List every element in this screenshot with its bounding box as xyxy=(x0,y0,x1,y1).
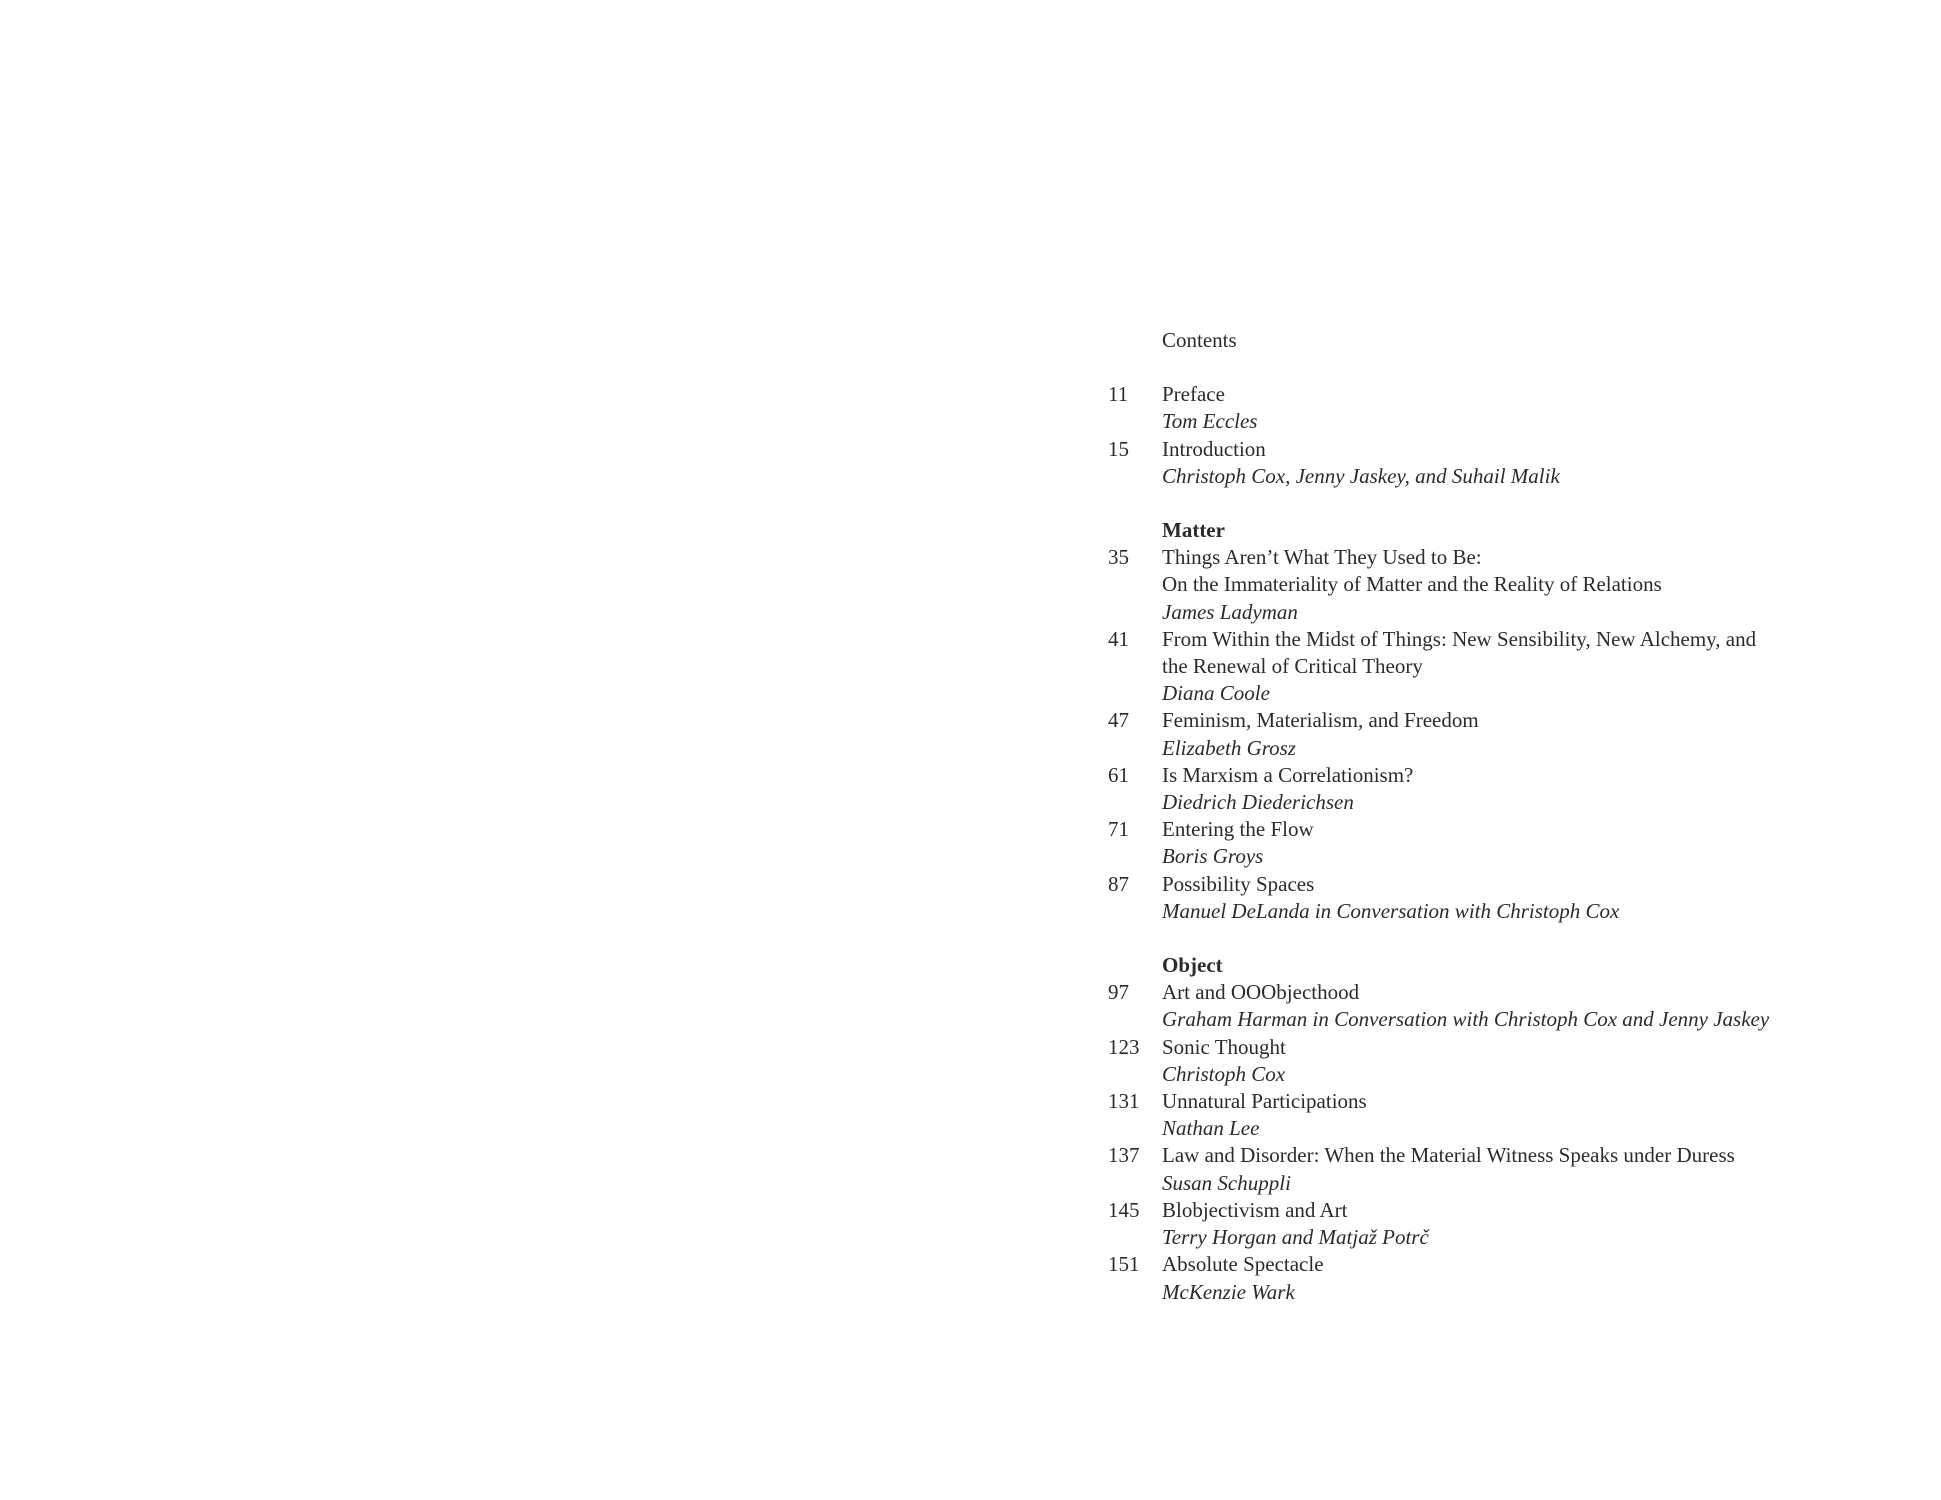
entry-title: Absolute Spectacle xyxy=(1162,1252,1324,1277)
toc-entry xyxy=(1108,1142,1908,1196)
entry-body xyxy=(1162,979,1862,1033)
entry-author: Graham Harman in Conversation with Christoph Cox and Jenny Jaskey xyxy=(1162,1007,1770,1032)
entry-author: Manuel DeLanda in Conversation with Christoph Cox xyxy=(1162,898,1620,923)
table-of-contents xyxy=(1108,327,1908,1306)
toc-entry xyxy=(1108,762,1908,816)
page-number: 11 xyxy=(1108,382,1129,407)
entry-body xyxy=(1162,707,1862,761)
page-number: 123 xyxy=(1108,1034,1140,1059)
toc-entry xyxy=(1108,1088,1908,1142)
entry-title-continued: On the Immateriality of Matter and the Reality of Relations xyxy=(1162,572,1662,597)
entry-author: Boris Groys xyxy=(1162,844,1264,869)
entry-body xyxy=(1162,381,1862,435)
section-entries-object xyxy=(1108,979,1908,1305)
page-title: Contents xyxy=(1162,328,1237,352)
intro-entries xyxy=(1108,381,1908,490)
toc-entry xyxy=(1108,626,1908,708)
entry-body xyxy=(1162,1197,1862,1251)
page-number: 97 xyxy=(1108,980,1129,1005)
page-number: 41 xyxy=(1108,626,1129,651)
entry-author: Christoph Cox xyxy=(1162,1061,1286,1086)
entry-title-continued: the Renewal of Critical Theory xyxy=(1162,654,1423,679)
entry-body xyxy=(1162,1251,1862,1305)
entry-title: Is Marxism a Correlationism? xyxy=(1162,762,1414,787)
toc-entry xyxy=(1108,707,1908,761)
entry-body xyxy=(1162,626,1862,708)
page-number: 15 xyxy=(1108,436,1129,461)
entry-title: Unnatural Participations xyxy=(1162,1089,1367,1114)
toc-entry xyxy=(1108,1197,1908,1251)
toc-entry xyxy=(1108,544,1908,626)
toc-entry xyxy=(1108,436,1908,490)
toc-entry xyxy=(1108,1034,1908,1088)
entry-body xyxy=(1162,544,1862,626)
entry-body xyxy=(1162,762,1862,816)
entry-title: Law and Disorder: When the Material Witness Speaks under Duress xyxy=(1162,1143,1735,1168)
section-heading-matter: Matter xyxy=(1162,518,1225,543)
entry-title: Possibility Spaces xyxy=(1162,871,1315,896)
entry-author: Nathan Lee xyxy=(1162,1116,1260,1141)
entry-body xyxy=(1162,816,1862,870)
entry-author: Susan Schuppli xyxy=(1162,1170,1291,1195)
page-number: 151 xyxy=(1108,1252,1140,1277)
entry-author: Terry Horgan and Matjaž Potrč xyxy=(1162,1225,1429,1250)
entry-title: Things Aren’t What They Used to Be: xyxy=(1162,545,1482,570)
page-number: 87 xyxy=(1108,871,1129,896)
entry-author: Diedrich Diederichsen xyxy=(1162,790,1354,815)
entry-author: McKenzie Wark xyxy=(1162,1279,1295,1304)
toc-entry xyxy=(1108,816,1908,870)
section-entries-matter xyxy=(1108,544,1908,925)
toc-entry xyxy=(1108,871,1908,925)
entry-title: Blobjectivism and Art xyxy=(1162,1197,1348,1222)
entry-author: Elizabeth Grosz xyxy=(1162,735,1296,760)
entry-body xyxy=(1162,1142,1862,1196)
toc-entry xyxy=(1108,1251,1908,1305)
entry-body xyxy=(1162,436,1862,490)
section-heading-object: Object xyxy=(1162,953,1223,978)
entry-title: Preface xyxy=(1162,382,1225,407)
page-number: 61 xyxy=(1108,762,1129,787)
entry-body xyxy=(1162,1088,1862,1142)
page-number: 35 xyxy=(1108,545,1129,570)
entry-title: Art and OOObjecthood xyxy=(1162,980,1360,1005)
page-number: 47 xyxy=(1108,708,1129,733)
entry-title: Sonic Thought xyxy=(1162,1034,1286,1059)
entry-body xyxy=(1162,871,1862,925)
page-number: 131 xyxy=(1108,1089,1140,1114)
entry-body xyxy=(1162,1034,1862,1088)
entry-author: Diana Coole xyxy=(1162,681,1270,706)
toc-entry xyxy=(1108,381,1908,435)
entry-author: Christoph Cox, Jenny Jaskey, and Suhail Malik xyxy=(1162,463,1560,488)
entry-title: Feminism, Materialism, and Freedom xyxy=(1162,708,1479,733)
entry-title: Entering the Flow xyxy=(1162,817,1314,842)
entry-title: Introduction xyxy=(1162,436,1266,461)
entry-author: James Ladyman xyxy=(1162,599,1298,624)
entry-author: Tom Eccles xyxy=(1162,409,1258,434)
page-number: 137 xyxy=(1108,1143,1140,1168)
page-number: 71 xyxy=(1108,817,1129,842)
entry-title: From Within the Midst of Things: New Sensibility, New Alchemy, and xyxy=(1162,626,1757,651)
toc-entry xyxy=(1108,979,1908,1033)
page-number: 145 xyxy=(1108,1197,1140,1222)
